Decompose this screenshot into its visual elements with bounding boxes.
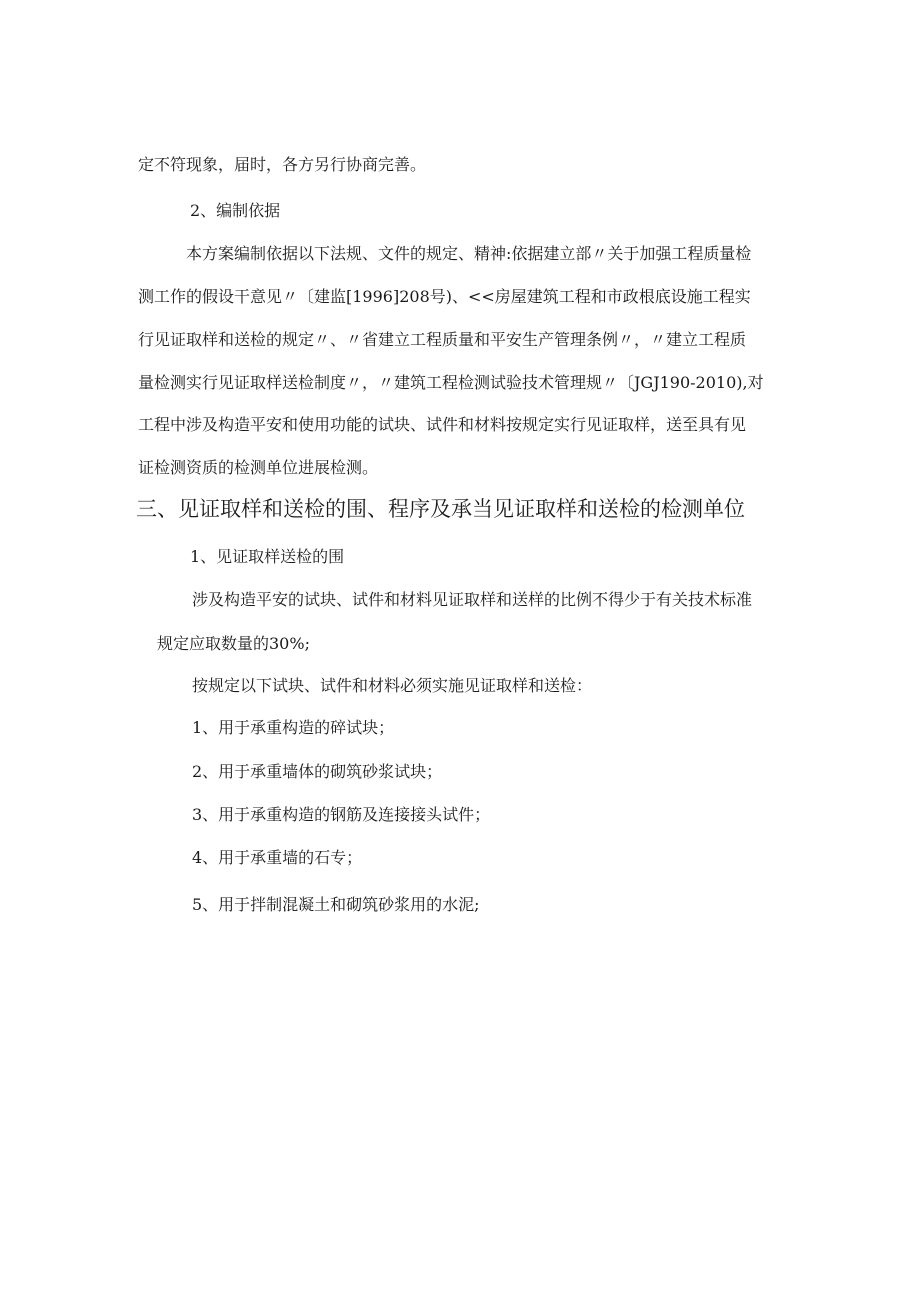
paragraph-line: 行见证取样和送检的规定〃、〃省建立工程质量和平安生产管理条例〃，〃建立工程质 [138,330,747,349]
paragraph-line: 涉及构造平安的试块、试件和材料见证取样和送样的比例不得少于有关技术标准 [192,590,753,609]
chapter-heading: 三、见证取样和送检的围、程序及承当见证取样和送检的检测单位 [136,497,745,521]
paragraph-line: 证检测资质的检测单位进展检测。 [138,458,379,477]
paragraph-line: 本方案编制依据以下法规、文件的规定、精神:依据建立部〃关于加强工程质量检 [186,244,752,263]
list-item: 4、用于承重墙的石专； [192,848,363,867]
paragraph-line: 规定应取数量的30%; [157,634,310,653]
list-item: 1、用于承重构造的碎试块； [192,718,395,737]
section-heading-basis: 2、编制依据 [190,201,281,220]
subsection-heading-scope: 1、见证取样送检的围 [190,547,345,566]
paragraph-line: 测工作的假设干意见〃〔建监[1996]208号)、<<房屋建筑工程和市政根底设施工程实 [138,287,751,306]
paragraph-line: 工程中涉及构造平安和使用功能的试块、试件和材料按规定实行见证取样，送至具有见 [138,415,747,434]
paragraph-line: 量检测实行见证取样送检制度〃，〃建筑工程检测试验技术管理规〃〔JGJ190-2010),对 [138,373,764,392]
continuation-paragraph: 定不符现象，届时，各方另行协商完善。 [138,155,427,174]
list-item: 3、用于承重构造的钢筋及连接接头试件； [192,805,491,824]
mandatory-intro: 按规定以下试块、试件和材料必须实施见证取样和送检： [192,676,593,695]
list-item: 5、用于拌制混凝土和砌筑砂浆用的水泥; [192,895,480,914]
list-item: 2、用于承重墙体的砌筑砂浆试块； [192,762,443,781]
